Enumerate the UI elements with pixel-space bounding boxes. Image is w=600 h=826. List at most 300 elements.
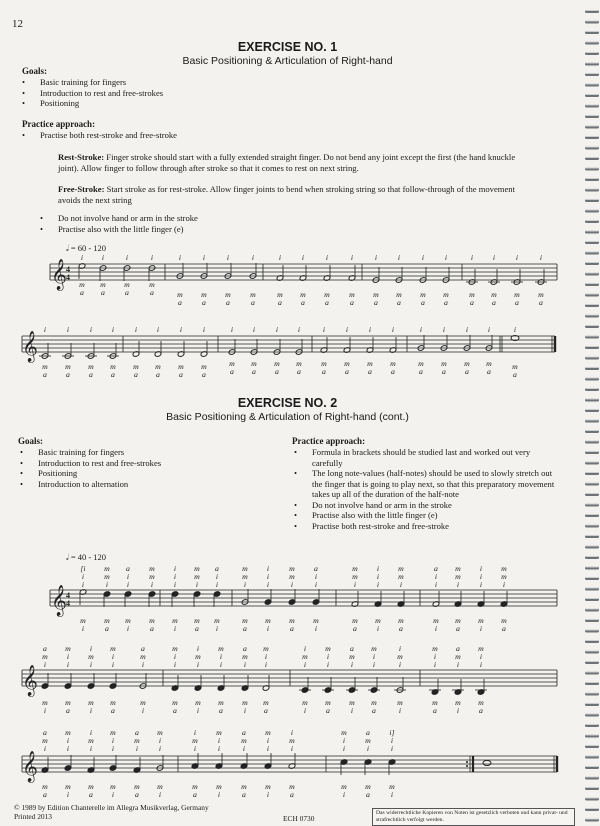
fingering-label: i — [195, 580, 199, 589]
fingering-label: i] — [389, 728, 395, 737]
tempo-text: = 60 - 120 — [70, 243, 107, 253]
fingering-label: m — [263, 698, 269, 707]
treble-clef-icon: 𝄞 — [22, 751, 38, 781]
fingering-label: i — [173, 624, 177, 633]
fingering-label: i — [325, 253, 329, 262]
fingering-label: a — [399, 624, 403, 633]
fingering-label: m — [65, 644, 71, 653]
fingering-label: i — [264, 660, 268, 669]
binding-coil-highlight — [585, 682, 599, 683]
fingering-label: m — [352, 564, 358, 573]
fingering-label: i — [242, 744, 246, 753]
practice-item: • Formula in brackets should be studied last and worked out very carefully — [292, 447, 560, 468]
fingering-label: a — [290, 624, 294, 633]
binding-coil-highlight — [585, 525, 599, 526]
binding-coil-highlight — [585, 430, 599, 431]
fingering-label: i — [456, 580, 460, 589]
binding-coil-highlight — [585, 325, 599, 326]
binding-coil-highlight — [585, 483, 599, 484]
fingering-label: i — [219, 652, 223, 661]
fingering-label: i — [111, 744, 115, 753]
fingering-label: m — [325, 698, 331, 707]
fingering-label: m — [491, 290, 497, 299]
free-stroke-paragraph — [58, 184, 533, 205]
fingering-label: m — [42, 736, 48, 745]
treble-clef-icon: 𝄞 — [22, 331, 38, 361]
fingering-label: m — [149, 572, 155, 581]
fingering-label: m — [263, 644, 269, 653]
practice-item: • Practise both rest-stroke and free-stroke — [292, 521, 560, 532]
fingering-label: m — [265, 728, 271, 737]
fingering-label: i — [105, 580, 109, 589]
binding-coil-highlight — [585, 178, 599, 179]
binding-coil-highlight — [585, 745, 599, 746]
fingering-label: i — [301, 253, 305, 262]
time-signature: 4 — [66, 265, 70, 274]
practice-item: • Practise also with the little finger (e) — [38, 224, 438, 235]
fingering-label: m — [349, 652, 355, 661]
copyright-text: © 1989 by Edition Chanterelle im Allegra Musikverlag, Germany — [14, 803, 209, 812]
fingering-label: a — [150, 288, 154, 297]
binding-coil-highlight — [585, 451, 599, 452]
exercise1-more-list — [38, 213, 438, 234]
fingering-label: i — [134, 325, 138, 334]
fingering-label: i — [226, 253, 230, 262]
fingering-label: i — [89, 706, 93, 715]
goal-item: • Positioning — [18, 468, 268, 479]
spiral-binding — [583, 0, 600, 826]
fingering-label: i — [326, 652, 330, 661]
fingering-label: i — [487, 325, 491, 334]
fingering-label: m — [194, 616, 200, 625]
binding-coil-highlight — [585, 73, 599, 74]
fingering-label: i — [297, 325, 301, 334]
fingering-label: a — [470, 298, 474, 307]
fingering-label: m — [321, 359, 327, 368]
fingering-label: i — [303, 706, 307, 715]
fingering-label: a — [421, 298, 425, 307]
fingering-label: m — [313, 616, 319, 625]
goal-item: • Introduction to alternation — [18, 479, 268, 490]
fingering-label: i — [111, 660, 115, 669]
fingering-label: i — [266, 790, 270, 799]
fingering-label: i — [266, 564, 270, 573]
fingering-label: i — [390, 744, 394, 753]
fingering-label: i — [125, 253, 129, 262]
fingering-label: i — [81, 580, 85, 589]
fingering-label: a — [397, 298, 401, 307]
fingering-label: i — [150, 580, 154, 589]
fingering-label: i — [266, 580, 270, 589]
staff-row-3 — [0, 564, 580, 646]
fingering-label: i — [465, 325, 469, 334]
fingering-label: m — [172, 644, 178, 653]
fingering-label: i — [126, 624, 130, 633]
fingering-label: i — [251, 253, 255, 262]
fingering-label: m — [365, 736, 371, 745]
fingering-label: i — [264, 652, 268, 661]
fingering-label: i — [350, 660, 354, 669]
fingering-label: a — [368, 367, 372, 376]
binding-coil-highlight — [585, 283, 599, 284]
fingering-label: a — [297, 367, 301, 376]
exercise1-goals-heading: Goals: — [22, 66, 48, 76]
fingering-label: m — [296, 359, 302, 368]
svg-text:4: 4 — [66, 273, 70, 282]
fingering-label: a — [290, 790, 294, 799]
fingering-label: a — [264, 706, 268, 715]
fingering-label: a — [350, 644, 354, 653]
binding-coil-highlight — [585, 441, 599, 442]
fingering-label: i — [179, 325, 183, 334]
fingering-label: m — [88, 362, 94, 371]
fingering-label: i — [173, 580, 177, 589]
fingering-label: m — [352, 572, 358, 581]
fingering-label: m — [124, 280, 130, 289]
binding-coil-highlight — [585, 672, 599, 673]
fingering-label: m — [194, 564, 200, 573]
fingering-label: i — [178, 253, 182, 262]
fingering-label: m — [241, 782, 247, 791]
fingering-label: i — [215, 572, 219, 581]
fingering-label: i — [141, 660, 145, 669]
printed-text: Printed 2013 — [14, 811, 52, 821]
fingering-label: i — [434, 572, 438, 581]
fingering-label: m — [289, 736, 295, 745]
fingering-label: m — [218, 644, 224, 653]
fingering-label: m — [157, 728, 163, 737]
fingering-label: i — [290, 580, 294, 589]
fingering-label: i — [150, 253, 154, 262]
fingering-label: m — [149, 280, 155, 289]
binding-coil-highlight — [585, 651, 599, 652]
fingering-label: m — [396, 290, 402, 299]
fingering-label: m — [514, 290, 520, 299]
fingering-label: a — [243, 624, 247, 633]
fingering-label: i — [66, 325, 70, 334]
fingering-label: m — [398, 564, 404, 573]
fingering-label: a — [66, 706, 70, 715]
fingering-label: a — [391, 367, 395, 376]
fingering-label: m — [325, 644, 331, 653]
fingering-label: m — [349, 698, 355, 707]
fingering-label: i — [374, 253, 378, 262]
fingering-label: a — [442, 367, 446, 376]
fingering-label: i — [434, 624, 438, 633]
fingering-label: a — [243, 644, 247, 653]
fingering-label: i — [43, 660, 47, 669]
fingering-label: a — [322, 367, 326, 376]
binding-coil-highlight — [585, 157, 599, 158]
fingering-label: m — [79, 280, 85, 289]
fingering-label: i — [513, 325, 517, 334]
fingering-label: a — [66, 370, 70, 379]
fingering-label: m — [352, 616, 358, 625]
fingering-label: [i — [80, 564, 86, 573]
fingering-label: m — [133, 362, 139, 371]
fingering-label: i — [252, 325, 256, 334]
binding-coil-highlight — [585, 630, 599, 631]
fingering-label: m — [242, 698, 248, 707]
fingering-label: i — [126, 572, 130, 581]
binding-coil-highlight — [585, 210, 599, 211]
fingering-label: a — [278, 298, 282, 307]
fingering-label: i — [141, 706, 145, 715]
fingering-label: a — [226, 298, 230, 307]
fingering-label: a — [539, 298, 543, 307]
exercise1-goals-list — [20, 77, 320, 109]
binding-coil-highlight — [585, 546, 599, 547]
fingering-label: m — [42, 782, 48, 791]
fingering-label: i — [434, 580, 438, 589]
fingering-label: i — [326, 660, 330, 669]
fingering-label: i — [243, 580, 247, 589]
fingering-label: m — [194, 572, 200, 581]
half-note-icon: 𝅗𝅥 — [66, 243, 69, 253]
fingering-label: m — [538, 290, 544, 299]
fingering-label: a — [456, 624, 460, 633]
fingering-label: i — [230, 325, 234, 334]
fingering-label: i — [444, 253, 448, 262]
fingering-label: m — [300, 290, 306, 299]
practice-item: • Do not involve hand or arm in the stroke — [292, 500, 560, 511]
fingering-label: m — [455, 616, 461, 625]
binding-coil-highlight — [585, 189, 599, 190]
fingering-label: a — [141, 644, 145, 653]
fingering-label: i — [314, 580, 318, 589]
fingering-label: m — [140, 652, 146, 661]
fingering-label: i — [376, 624, 380, 633]
fingering-label: m — [65, 698, 71, 707]
fingering-label: i — [391, 325, 395, 334]
fingering-label: m — [455, 698, 461, 707]
fingering-label: a — [325, 298, 329, 307]
fingering-label: m — [65, 728, 71, 737]
fingering-label: m — [157, 782, 163, 791]
binding-coil-highlight — [585, 115, 599, 116]
fingering-label: m — [149, 564, 155, 573]
fingering-label: m — [88, 698, 94, 707]
fingering-label: i — [111, 325, 115, 334]
fingering-label: i — [322, 325, 326, 334]
fingering-label: m — [104, 616, 110, 625]
fingering-label: i — [158, 736, 162, 745]
fingering-label: i — [173, 660, 177, 669]
fingering-label: m — [365, 782, 371, 791]
fingering-label: i — [219, 660, 223, 669]
staff-row-1 — [0, 250, 580, 322]
binding-coil-highlight — [585, 693, 599, 694]
fingering-label: m — [104, 572, 110, 581]
binding-coil-highlight — [585, 462, 599, 463]
fingering-label: a — [43, 790, 47, 799]
fingering-label: m — [134, 782, 140, 791]
fingering-label: m — [110, 644, 116, 653]
binding-coil-highlight — [585, 262, 599, 263]
fingering-label: m — [242, 616, 248, 625]
binding-coil-highlight — [585, 346, 599, 347]
fingering-label: i — [89, 728, 93, 737]
goal-item: • Basic training for fingers — [18, 447, 268, 458]
fingering-label: m — [80, 616, 86, 625]
fingering-label: m — [398, 572, 404, 581]
fingering-label: m — [274, 359, 280, 368]
fingering-label: m — [88, 652, 94, 661]
binding-coil-highlight — [585, 94, 599, 95]
fingering-label: i — [479, 564, 483, 573]
binding-coil-highlight — [585, 21, 599, 22]
half-note-icon: 𝅗𝅥 — [66, 552, 69, 562]
fingering-label: i — [419, 325, 423, 334]
binding-coil-highlight — [585, 420, 599, 421]
fingering-label: a — [314, 564, 318, 573]
staff-row-5 — [0, 726, 580, 804]
binding-coil-highlight — [585, 808, 599, 809]
fingering-label: a — [193, 790, 197, 799]
exercise1-practice-list — [20, 130, 420, 141]
binding-coil-highlight — [585, 84, 599, 85]
fingering-label: m — [397, 652, 403, 661]
fingering-label: i — [193, 744, 197, 753]
exercise2-tempo — [66, 552, 106, 563]
fingering-label: m — [42, 652, 48, 661]
fingering-label: a — [301, 298, 305, 307]
binding-coil-highlight — [585, 315, 599, 316]
binding-coil-highlight — [585, 535, 599, 536]
fingering-label: a — [353, 624, 357, 633]
fingering-label: m — [251, 359, 257, 368]
fingering-label: m — [433, 616, 439, 625]
binding-coil-highlight — [585, 63, 599, 64]
fingering-label: i — [158, 790, 162, 799]
fingering-label: m — [486, 359, 492, 368]
fingering-label: m — [432, 698, 438, 707]
fingering-label: m — [464, 359, 470, 368]
fingering-label: m — [302, 698, 308, 707]
fingering-label: i — [89, 325, 93, 334]
fingering-label: a — [215, 564, 219, 573]
fingering-label: m — [289, 616, 295, 625]
fingering-label: i — [314, 624, 318, 633]
fingering-label: i — [398, 644, 402, 653]
binding-coil-highlight — [585, 168, 599, 169]
fingering-label: m — [390, 359, 396, 368]
fingering-label: a — [150, 624, 154, 633]
binding-coil-highlight — [585, 367, 599, 368]
fingering-label: a — [326, 706, 330, 715]
binding-coil-highlight — [585, 147, 599, 148]
fingering-label: i — [433, 660, 437, 669]
fingering-label: m — [469, 290, 475, 299]
fingering-label: a — [156, 370, 160, 379]
fingering-label: a — [202, 298, 206, 307]
fingering-label: m — [398, 616, 404, 625]
fingering-label: i — [215, 624, 219, 633]
repeat-dot — [466, 761, 468, 763]
fingering-label: m — [195, 652, 201, 661]
fingering-label: m — [478, 644, 484, 653]
binding-coil-highlight — [585, 31, 599, 32]
fingering-label: a — [178, 298, 182, 307]
binding-coil-highlight — [585, 714, 599, 715]
binding-coil-highlight — [585, 42, 599, 43]
fingering-label: m — [178, 362, 184, 371]
fingering-label: a — [105, 624, 109, 633]
fingering-label: i — [350, 706, 354, 715]
fingering-label: i — [390, 790, 394, 799]
fingering-label: m — [110, 728, 116, 737]
treble-clef-icon: 𝄞 — [51, 585, 67, 615]
fingering-label: i — [470, 253, 474, 262]
fingering-label: a — [366, 728, 370, 737]
fingering-label: i — [342, 736, 346, 745]
fingering-label: m — [110, 782, 116, 791]
rest-stroke-paragraph — [58, 152, 533, 173]
fingering-label: i — [376, 564, 380, 573]
binding-coil-highlight — [585, 640, 599, 641]
fingering-label: m — [218, 698, 224, 707]
fingering-label: i — [397, 253, 401, 262]
fingering-label: m — [125, 616, 131, 625]
fingering-label: m — [501, 564, 507, 573]
fingering-label: m — [289, 572, 295, 581]
fingering-label: i — [173, 572, 177, 581]
fingering-label: i — [350, 253, 354, 262]
fingering-label: i — [345, 325, 349, 334]
fingering-label: m — [242, 652, 248, 661]
fingering-label: m — [265, 782, 271, 791]
fingering-label: m — [397, 698, 403, 707]
binding-coil-highlight — [585, 10, 599, 11]
binding-coil-highlight — [585, 514, 599, 515]
fingering-label: m — [455, 572, 461, 581]
fingering-label: m — [367, 359, 373, 368]
fingering-label: m — [155, 362, 161, 371]
fingering-label: i — [89, 660, 93, 669]
fingering-label: i — [353, 580, 357, 589]
fingering-label: i — [479, 660, 483, 669]
fingering-label: m — [432, 644, 438, 653]
fingering-label: a — [456, 644, 460, 653]
fingering-label: m — [371, 644, 377, 653]
fingering-label: i — [202, 325, 206, 334]
fingering-label: i — [421, 253, 425, 262]
fingering-label: i — [173, 564, 177, 573]
fingering-label: m — [441, 359, 447, 368]
fingering-label: a — [43, 644, 47, 653]
fingering-label: i — [135, 744, 139, 753]
fingering-label: m — [512, 362, 518, 371]
fingering-label: a — [419, 367, 423, 376]
fingering-label: i — [479, 652, 483, 661]
fingering-label: i — [217, 736, 221, 745]
fingering-label: a — [345, 367, 349, 376]
fingering-label: i — [456, 706, 460, 715]
exercise2-goals-list — [18, 447, 268, 489]
fingering-label: i — [111, 790, 115, 799]
binding-coil-highlight — [585, 619, 599, 620]
fingering-label: m — [216, 728, 222, 737]
fingering-label: a — [173, 706, 177, 715]
binding-coil-highlight — [585, 735, 599, 736]
fingering-label: m — [250, 290, 256, 299]
fingering-label: m — [65, 782, 71, 791]
binding-coil-highlight — [585, 588, 599, 589]
fingering-label: i — [372, 652, 376, 661]
fingering-label: i — [314, 572, 318, 581]
fingering-label: i — [366, 744, 370, 753]
fingering-label: m — [389, 782, 395, 791]
